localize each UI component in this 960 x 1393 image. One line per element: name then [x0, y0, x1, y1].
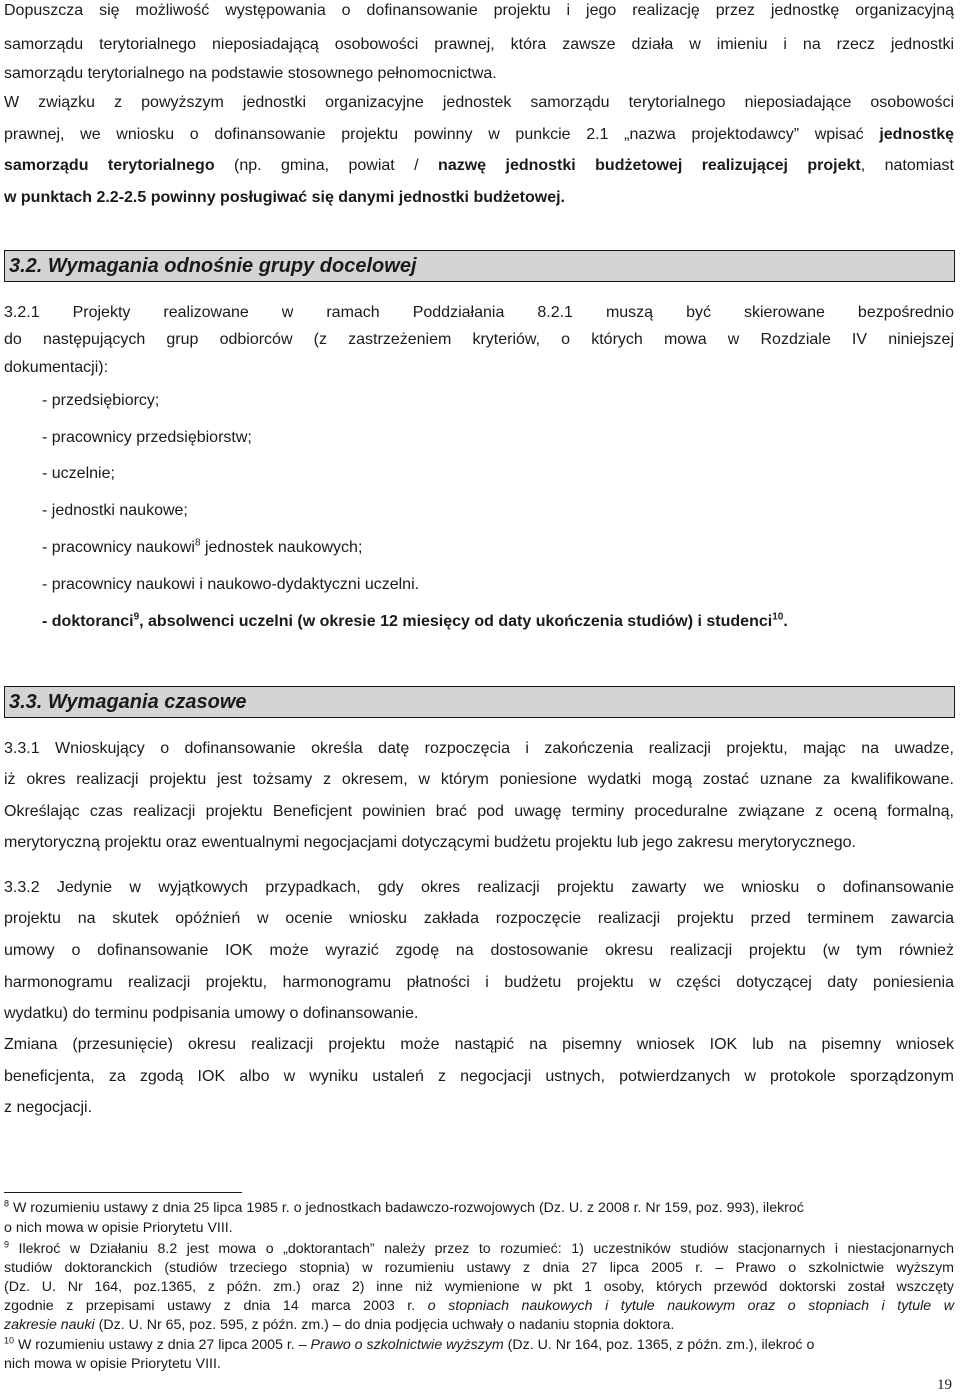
footnote-text: W rozumieniu ustawy z dnia 27 lipca 2005 r. – — [14, 1337, 311, 1353]
footnote-text: W rozumieniu ustawy z dnia 25 lipca 1985 r. o jednostkach badawczo-rozwojowych (Dz. U. z 2008 r. Nr 159, poz. 993), ilekroć — [9, 1200, 804, 1216]
footnote-text: (Dz. U. Nr 164, poz. 1365, z późn. zm.), ilekroć o — [503, 1337, 815, 1353]
list-item: - przedsiębiorcy; — [42, 392, 160, 409]
body-line: 3.2.1 Projekty realizowane w ramach Poddziałania 8.2.1 muszą być skierowane bezpośrednio — [4, 304, 954, 321]
footnote-8-cont: o nich mowa w opisie Priorytetu VIII. — [4, 1220, 233, 1236]
intro-text: , natomiast — [860, 157, 954, 174]
footnote-separator — [4, 1192, 242, 1193]
section-heading-3-2: 3.2. Wymagania odnośnie grupy docelowej — [4, 250, 955, 282]
footnote-ref: 9 — [133, 611, 140, 623]
intro-text: (np. gmina, powiat / — [214, 157, 439, 174]
intro-line: Dopuszcza się możliwość występowania o dofinansowanie projektu i jego realizację przez jednostkę organizacyjną — [4, 2, 954, 19]
body-line: do następujących grup odbiorców (z zastrzeżeniem kryteriów, o których mowa w Rozdziale IV niniejszej — [4, 331, 954, 348]
intro-bold: jednostkę — [879, 126, 954, 143]
footnote-9-cont — [4, 1297, 954, 1316]
body-line: beneficjenta, za zgodą IOK albo w wyniku ustaleń z negocjacji ustnych, potwierdzanych w protokole sporządzonym — [4, 1068, 954, 1085]
list-item-text: . — [783, 613, 788, 630]
list-item-text: - pracownicy naukowi — [42, 539, 195, 556]
list-item-text: , absolwenci uczelni (w okresie 12 miesięcy od daty ukończenia studiów) i studenci — [139, 613, 773, 630]
footnote-8 — [4, 1199, 954, 1218]
footnote-number: 9 — [4, 1239, 10, 1250]
footnote-10-cont: nich mowa w opisie Priorytetu VIII. — [4, 1356, 221, 1372]
page-number: 19 — [937, 1377, 952, 1393]
intro-bold: w punktach 2.2-2.5 powinny posługiwać się danymi jednostki budżetowej. — [4, 189, 565, 206]
body-line: umowy o dofinansowanie IOK może wyrazić zgodę na dostosowanie okresu realizacji projektu (w tym również — [4, 942, 954, 959]
intro-line — [4, 155, 954, 177]
intro-line — [4, 124, 954, 146]
footnote-9-cont — [4, 1316, 954, 1335]
body-line: wydatku) do terminu podpisania umowy o dofinansowanie. — [4, 1005, 419, 1022]
footnote-9-cont: studiów doktoranckich (studiów trzeciego stopnia) w rozumieniu ustawy z dnia 27 lipca 2005 r. – Prawo o szkolnictwie wyższym — [4, 1260, 954, 1276]
footnote-10 — [4, 1336, 954, 1355]
body-line: projektu na skutek opóźnień w ocenie wniosku zakłada rozpoczęcie realizacji projektu przed terminem zawarcia — [4, 910, 954, 927]
footnote-number: 8 — [4, 1198, 10, 1209]
body-line: 3.3.1 Wnioskujący o dofinansowanie określa datę rozpoczęcia i zakończenia realizacji projektu, mając na uwadze, — [4, 740, 954, 757]
footnote-text: zgodnie z przepisami ustawy z dnia 14 marca 2003 r. — [4, 1298, 428, 1314]
list-item: - uczelnie; — [42, 465, 115, 482]
footnote-number: 10 — [4, 1335, 15, 1346]
intro-text: prawnej, we wniosku o dofinansowanie projektu powinny w punkcie 2.1 „nazwa projektodawcy” wpisać — [4, 126, 880, 143]
intro-line — [4, 187, 954, 209]
list-item: - pracownicy przedsiębiorstw; — [42, 429, 252, 446]
footnote-9-cont: (Dz. U. Nr 164, poz.1365, z późn. zm.) oraz 2) inne niż wymienione w pkt 1 osoby, których przewód doktorski został wszczęty — [4, 1279, 954, 1295]
body-line: dokumentacji): — [4, 359, 109, 376]
list-item — [42, 611, 788, 633]
body-line: merytoryczną projektu oraz ewentualnymi negocjacjami dotyczącymi budżetu projektu lub jego zakresu merytorycznego. — [4, 834, 856, 851]
list-item: - jednostki naukowe; — [42, 502, 188, 519]
body-line: Określając czas realizacji projektu Beneficjent powinien brać pod uwagę terminy proceduralne związane z oceną formalną, — [4, 803, 954, 820]
list-item: - pracownicy naukowi i naukowo-dydaktyczni uczelni. — [42, 576, 420, 593]
footnote-italic: zakresie nauki — [4, 1317, 95, 1333]
body-line: harmonogramu realizacji projektu, harmonogramu płatności i budżetu projektu w części dotyczącej daty poniesienia — [4, 974, 954, 991]
footnote-text: Ilekroć w Działaniu 8.2 jest mowa o „doktorantach” należy przez to rozumieć: 1) uczestników studiów stacjonarnych i niestacjonarnych — [9, 1241, 954, 1257]
footnote-ref: 8 — [194, 537, 201, 549]
list-item-text: jednostek naukowych; — [200, 539, 363, 556]
list-item — [42, 537, 362, 559]
intro-line: samorządu terytorialnego nieposiadającą osobowości prawnej, która zawsze działa w imieniu i na rzecz jednostki — [4, 36, 954, 53]
body-line: z negocjacji. — [4, 1099, 93, 1116]
footnote-italic: o stopniach naukowych i tytule naukowym oraz o stopniach i tytule w — [427, 1298, 954, 1314]
body-line: 3.3.2 Jedynie w wyjątkowych przypadkach, gdy okres realizacji projektu zawarty we wniosku o dofinansowanie — [4, 879, 954, 896]
body-line: iż okres realizacji projektu jest tożsamy z okresem, w którym poniesione wydatki mogą zostać uznane za kwalifikowane. — [4, 771, 954, 788]
intro-line: samorządu terytorialnego na podstawie stosownego pełnomocnictwa. — [4, 65, 497, 82]
intro-bold: samorządu terytorialnego — [4, 157, 215, 174]
intro-bold: nazwę jednostki budżetowej realizującej projekt — [438, 157, 861, 174]
footnote-ref: 10 — [772, 611, 784, 623]
section-heading-3-3: 3.3. Wymagania czasowe — [4, 686, 955, 718]
footnote-9 — [4, 1240, 954, 1259]
body-line: Zmiana (przesunięcie) okresu realizacji projektu może nastąpić na pisemny wniosek IOK lub na pisemny wniosek — [4, 1036, 954, 1053]
footnote-italic: Prawo o szkolnictwie wyższym — [310, 1337, 504, 1353]
footnote-text: (Dz. U. Nr 65, poz. 595, z późn. zm.) – do dnia podjęcia uchwały o nadaniu stopnia doktora. — [94, 1317, 675, 1333]
intro-line: W związku z powyższym jednostki organizacyjne jednostek samorządu terytorialnego nieposiadające osobowości — [4, 94, 954, 111]
list-item-text: - doktoranci — [42, 613, 134, 630]
